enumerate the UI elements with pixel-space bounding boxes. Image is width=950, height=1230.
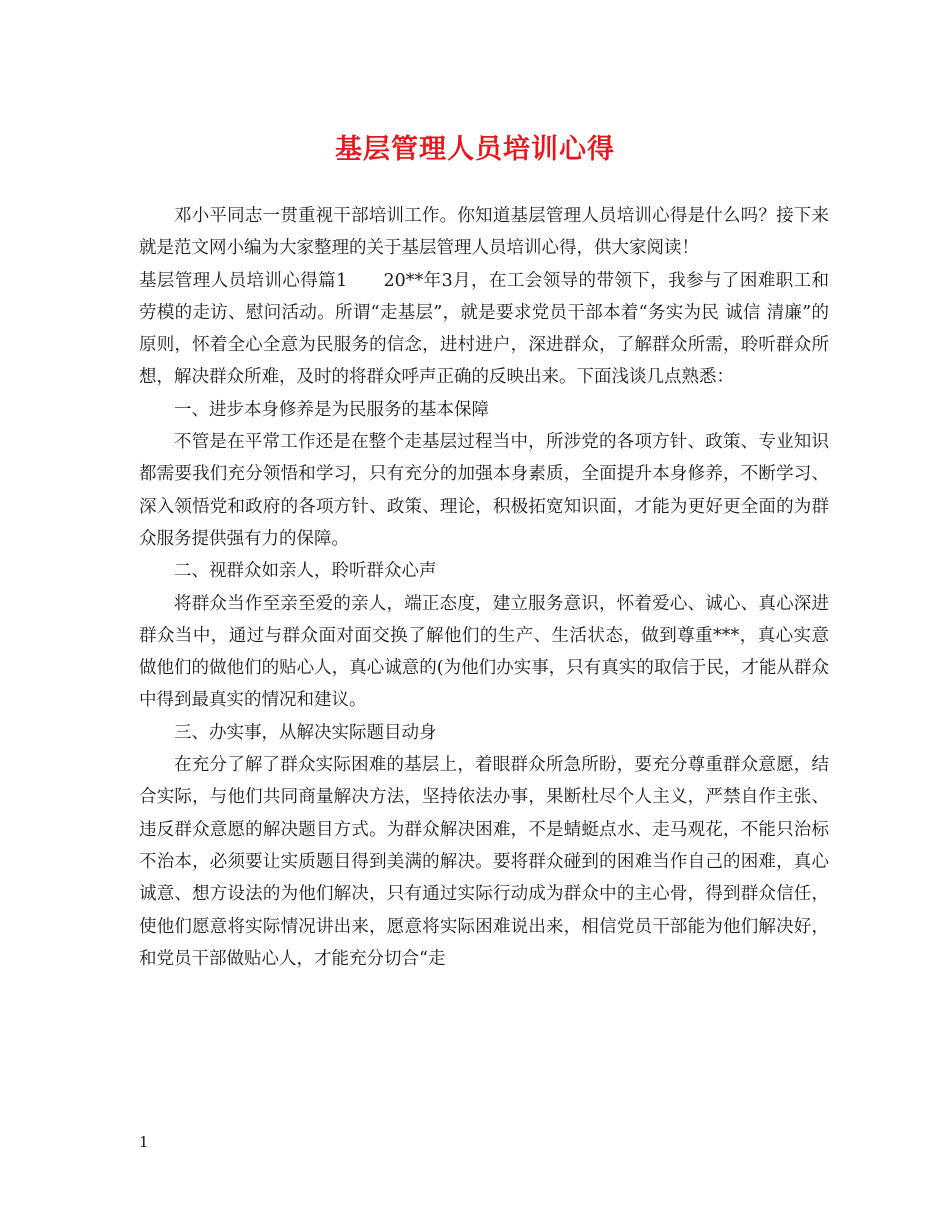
article-paragraph-1: 基层管理人员培训心得篇1 20**年3月，在工会领导的带领下，我参与了困难职工和劳模的走访、慰问活动。所谓“走基层”，就是要求党员干部本着“务实为民 诚信 清廉”的原则，怀着全心全意为民服务的信念，进村进户，深进群众，了解群众所需，聆听群众所想，解决群众所难，及时的将群众呼声正确的反映出来。下面浅谈几点熟悉： — [139, 270, 829, 388]
section-heading-2: 二、视群众如亲人，聆听群众心声 — [174, 561, 437, 582]
section-heading-3: 三、办实事，从解决实际题目动身 — [174, 722, 437, 743]
section-paragraph-1: 不管是在平常工作还是在整个走基层过程当中，所涉党的各项方针、政策、专业知识都需要我们充分领悟和学习，只有充分的加强本身素质，全面提升本身修养，不断学习、深入领悟党和政府的各项方针、政策、理论，积极拓宽知识面，才能为更好更全面的为群众服务提供强有力的保障。 — [139, 432, 829, 549]
intro-paragraph: 邓小平同志一贯重视干部培训工作。你知道基层管理人员培训心得是什么吗？接下来就是范文网小编为大家整理的关于基层管理人员培训心得，供大家阅读！ — [139, 206, 829, 259]
section-heading-1: 一、进步本身修养是为民服务的基本保障 — [174, 399, 489, 420]
document-body — [139, 200, 829, 975]
page-number: 1 — [139, 1133, 149, 1151]
section-paragraph-3: 在充分了解了群众实际困难的基层上，着眼群众所急所盼，要充分尊重群众意愿，结合实际，与他们共同商量解决方法，坚持依法办事，果断杜尽个人主义，严禁自作主张、违反群众意愿的解决题目方式。为群众解决困难，不是蜻蜓点水、走马观花，不能只治标不治本，必须要让实质题目得到美满的解决。要将群众碰到的困难当作自己的困难，真心诚意、想方设法的为他们解决，只有通过实际行动成为群众中的主心骨，得到群众信任，使他们愿意将实际情况讲出来，愿意将实际困难说出来，相信党员干部能为他们解决好，和党员干部做贴心人，才能充分切合“走 — [139, 755, 829, 969]
section-paragraph-2: 将群众当作至亲至爱的亲人，端正态度，建立服务意识，怀着爱心、诚心、真心深进群众当中，通过与群众面对面交换了解他们的生产、生活状态，做到尊重***，真心实意做他们的做他们的贴心人，真心诚意的(为他们办实事，只有真实的取信于民，才能从群众中得到最真实的情况和建议。 — [139, 593, 829, 711]
document-title: 基层管理人员培训心得 — [335, 134, 615, 165]
